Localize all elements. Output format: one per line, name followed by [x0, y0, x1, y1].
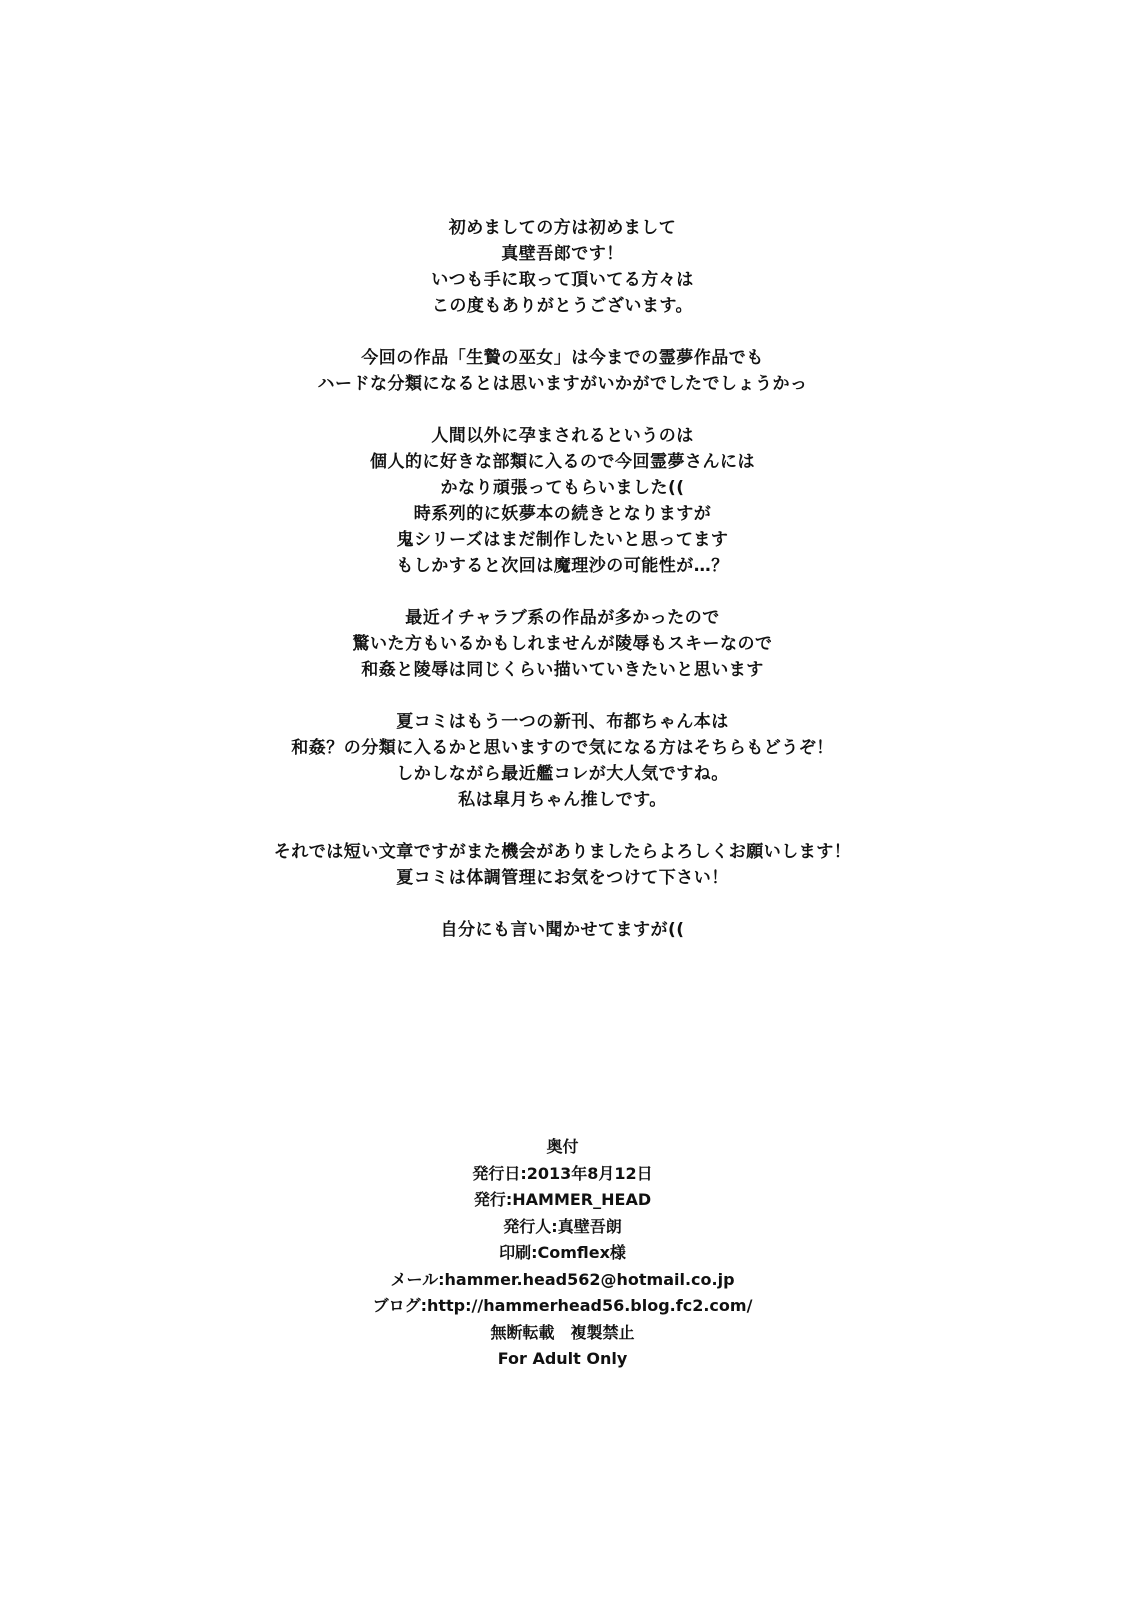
text-line: 私は皐月ちゃん推しです。	[458, 790, 667, 810]
afterword-paragraph-closing	[0, 839, 1125, 891]
text-line: 最近イチャラブ系の作品が多かったので	[405, 608, 720, 628]
colophon-issuer: 発行人:真壁吾朗	[503, 1216, 622, 1236]
afterword-paragraph-comiket	[0, 709, 1125, 813]
text-line: 和姦と陵辱は同じくらい描いていきたいと思います	[361, 660, 764, 680]
text-line: 自分にも言い聞かせてますが((	[440, 920, 685, 940]
text-line: ハードな分類になるとは思いますがいかがでしたでしょうかっ	[317, 374, 808, 394]
colophon-notice: 無断転載 複製禁止	[490, 1322, 635, 1342]
text-line: いつも手に取って頂いてる方々は	[431, 270, 694, 290]
text-line: 夏コミはもう一つの新刊、布都ちゃん本は	[396, 712, 729, 732]
colophon-title: 奥付	[546, 1137, 579, 1156]
afterword-paragraph-series	[0, 423, 1125, 579]
afterword	[0, 215, 1125, 969]
text-line: 鬼シリーズはまだ制作したいと思ってます	[396, 530, 729, 550]
text-line: 和姦？の分類に入るかと思いますので気になる方はそちらもどうぞ！	[291, 738, 834, 758]
text-line: 驚いた方もいるかもしれませんが陵辱もスキーなので	[352, 634, 773, 654]
colophon	[0, 1134, 1125, 1373]
text-line: 個人的に好きな部類に入るので今回霊夢さんには	[370, 452, 755, 472]
afterword-paragraph-work	[0, 345, 1125, 397]
text-line: かなり頑張ってもらいました((	[440, 478, 685, 498]
colophon-blog: ブログ:http://hammerhead56.blog.fc2.com/	[372, 1296, 753, 1315]
text-line: 夏コミは体調管理にお気をつけて下さい！	[396, 868, 729, 888]
afterword-paragraph-recent	[0, 605, 1125, 683]
afterword-paragraph-last	[0, 917, 1125, 943]
colophon-date: 発行日:2013年8月12日	[472, 1163, 653, 1183]
colophon-rating: For Adult Only	[497, 1349, 628, 1368]
text-line: 初めましての方は初めまして	[448, 218, 677, 238]
afterword-paragraph-greeting	[0, 215, 1125, 319]
text-line: もしかすると次回は魔理沙の可能性が…？	[396, 556, 729, 576]
colophon-mail: メール:hammer.head562@hotmail.co.jp	[390, 1269, 735, 1289]
text-line: この度もありがとうございます。	[431, 296, 694, 316]
text-line: しかしながら最近艦コレが大人気ですね。	[396, 764, 729, 784]
text-line: 人間以外に孕まされるというのは	[431, 426, 694, 446]
text-line: 真壁吾郎です！	[501, 244, 624, 264]
text-line: 今回の作品「生贄の巫女」は今までの霊夢作品でも	[361, 348, 764, 368]
text-line: 時系列的に妖夢本の続きとなりますが	[413, 504, 712, 524]
colophon-publisher: 発行:HAMMER_HEAD	[473, 1190, 652, 1209]
text-line: それでは短い文章ですがまた機会がありましたらよろしくお願いします！	[273, 842, 852, 862]
colophon-printer: 印刷:Comflex様	[499, 1243, 626, 1262]
